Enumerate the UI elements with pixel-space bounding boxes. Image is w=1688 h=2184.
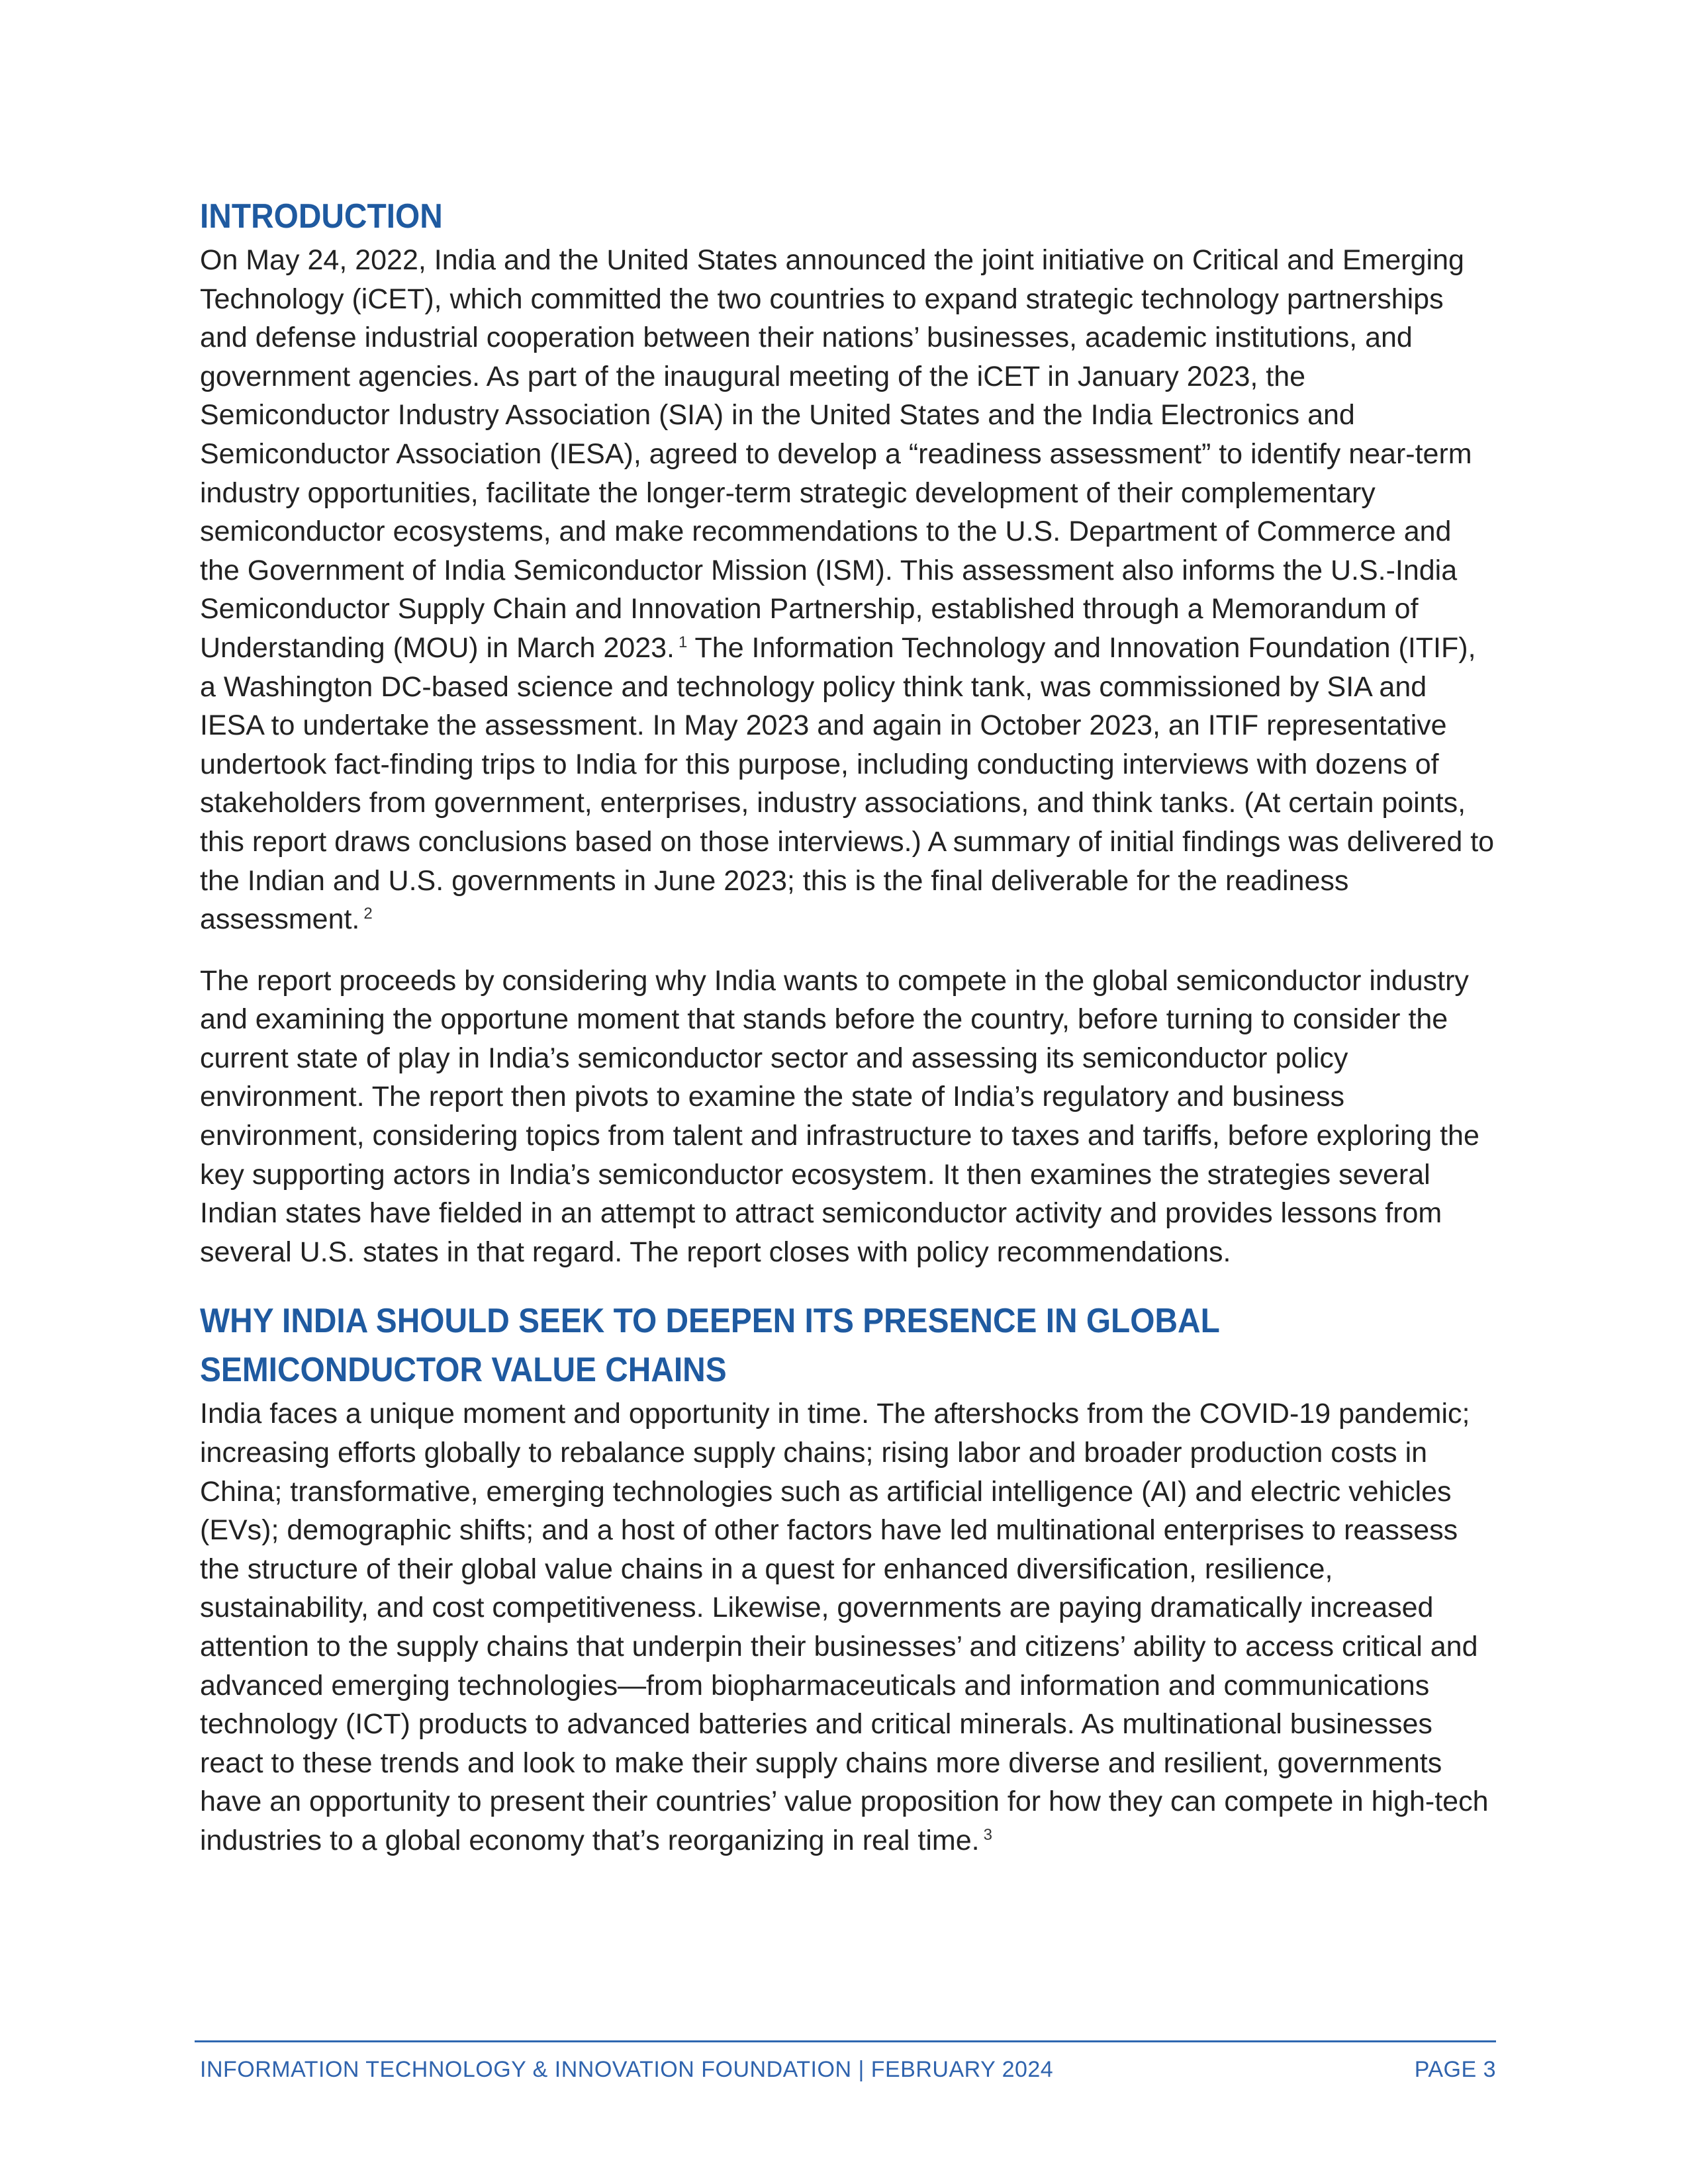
introduction-paragraph-2: The report proceeds by considering why India wants to compete in the global semiconductor industry and examining the opportune moment that stands before the country, before turning to consider the current state of play in India’s semiconductor sector and assessing its semiconductor policy environment. The report then pivots to examine the state of India’s regulatory and business environment, considering topics from talent and infrastructure to taxes and tariffs, before exploring the key supporting actors in India’s semiconductor ecosystem. It then examines the strategies several Indian states have fielded in an attempt to attract semiconductor activity and provides lessons from several U.S. states in that regard. The report closes with policy recommendations. [200, 964, 1479, 1268]
footer-divider [195, 2040, 1496, 2042]
footer-page-number: PAGE 3 [1414, 2057, 1496, 2082]
why-india-heading-line-1: WHY INDIA SHOULD SEEK TO DEEPEN ITS PRESENCE IN GLOBAL [200, 1302, 1220, 1341]
introduction-paragraph-1 [200, 241, 1497, 939]
why-india-heading [200, 1297, 1479, 1394]
introduction-paragraph-1-text-b: The Information Technology and Innovation Foundation (ITIF), a Washington DC-based science and technology policy think tank, was commissioned by SIA and IESA to undertake the assessment. In May 2023 and again in October 2023, an ITIF representative undertook fact-finding trips to India for this purpose, including conducting interviews with dozens of stakeholders from government, enterprises, industry associations, and think tanks. (At certain points, this report draws conclusions based on those interviews.) A summary of initial findings was delivered to the Indian and U.S. governments in June 2023; this is the final deliverable for the readiness assessment. [200, 631, 1495, 936]
footer-publisher: INFORMATION TECHNOLOGY & INNOVATION FOUNDATION | FEBRUARY 2024 [200, 2057, 1054, 2082]
page-footer [200, 2057, 1496, 2083]
why-india-paragraph-1 [200, 1394, 1497, 1860]
document-page [200, 192, 1497, 1860]
footnote-marker-3[interactable]: 3 [983, 1825, 992, 1844]
footnote-marker-1[interactable]: 1 [678, 633, 688, 651]
introduction-paragraph-1-text-a: On May 24, 2022, India and the United States announced the joint initiative on Critical and Emerging Technology (iCET), which committed the two countries to expand strategic technology partnerships and defense industrial cooperation between their nations’ businesses, academic institutions, and government agencies. As part of the inaugural meeting of the iCET in January 2023, the Semiconductor Industry Association (SIA) in the United States and the India Electronics and Semiconductor Association (IESA), agreed to develop a “readiness assessment” to identify near-term industry opportunities, facilitate the longer-term strategic development of their complementary semiconductor ecosystems, and make recommendations to the U.S. Department of Commerce and the Government of India Semiconductor Mission (ISM). This assessment also informs the U.S.-India Semiconductor Supply Chain and Innovation Partnership, established through a Memorandum of Understanding (MOU) in March 2023. [200, 244, 1472, 664]
why-india-heading-line-2: SEMICONDUCTOR VALUE CHAINS [200, 1351, 727, 1390]
why-india-paragraph-1-text: India faces a unique moment and opportunity in time. The aftershocks from the COVID-19 pandemic; increasing efforts globally to rebalance supply chains; rising labor and broader production costs in China; transformative, emerging technologies such as artificial intelligence (AI) and electric vehicles (EVs); demographic shifts; and a host of other factors have led multinational enterprises to reassess the structure of their global value chains in a quest for enhanced diversification, resilience, sustainability, and cost competitiveness. Likewise, governments are paying dramatically increased attention to the supply chains that underpin their businesses’ and citizens’ ability to access critical and advanced emerging technologies—from biopharmaceuticals and information and communications technology (ICT) products to advanced batteries and critical minerals. As multinational businesses react to these trends and look to make their supply chains more diverse and resilient, governments have an opportunity to present their countries’ value proposition for how they can compete in high-tech industries to a global economy that’s reorganizing in real time. [200, 1398, 1489, 1856]
introduction-heading: INTRODUCTION [200, 197, 443, 236]
footnote-marker-2[interactable]: 2 [363, 904, 373, 923]
